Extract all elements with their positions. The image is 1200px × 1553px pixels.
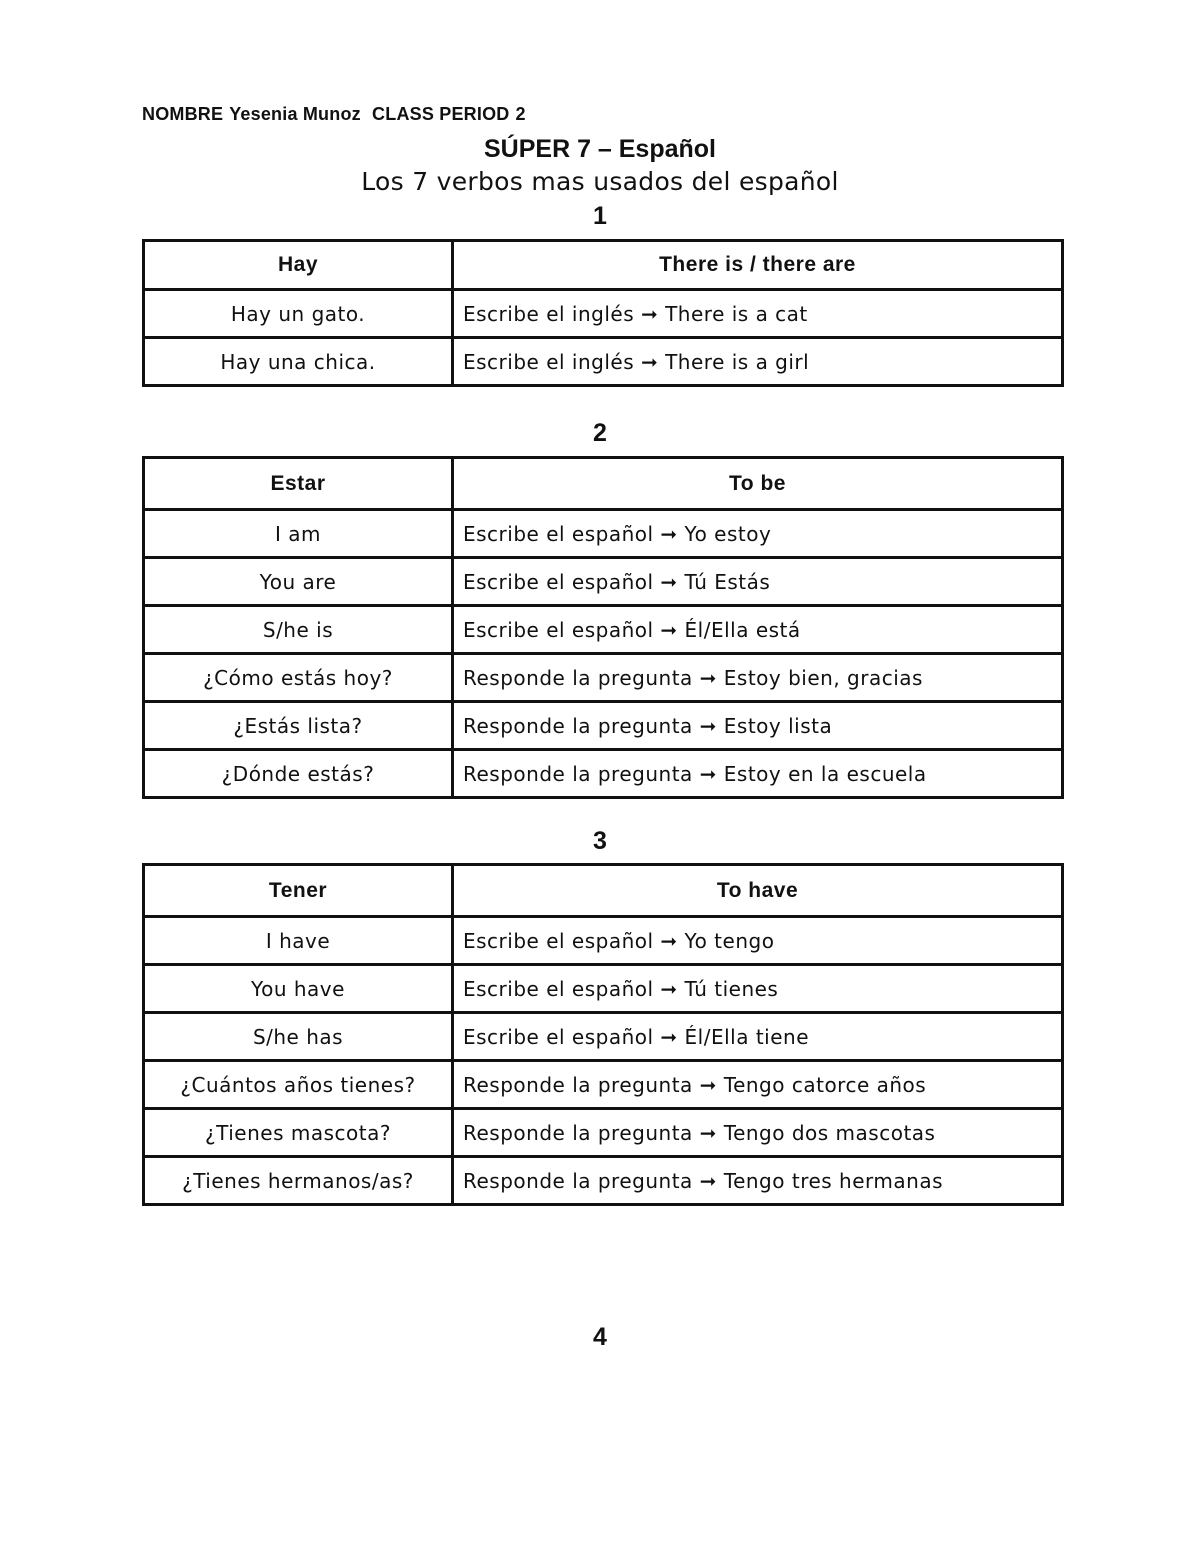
prompt-cell: I am (144, 510, 453, 558)
answer-cell: Responde la pregunta ➞ Estoy lista (453, 702, 1063, 750)
table-row (144, 702, 1063, 750)
prompt-cell: ¿Dónde estás? (144, 750, 453, 798)
table-row (144, 510, 1063, 558)
prompt-cell: ¿Tienes hermanos/as? (144, 1157, 453, 1205)
answer-cell: Escribe el español ➞ Él/Ella está (453, 606, 1063, 654)
prompt-cell: You are (144, 558, 453, 606)
student-name: Yesenia Munoz (229, 104, 361, 124)
prompt-cell: You have (144, 965, 453, 1013)
prompt-cell: ¿Cuántos años tienes? (144, 1061, 453, 1109)
prompt-cell: ¿Estás lista? (144, 702, 453, 750)
answer-cell: Responde la pregunta ➞ Estoy bien, gracias (453, 654, 1063, 702)
worksheet-title: SÚPER 7 – Español (483, 135, 717, 163)
answer-cell: Escribe el español ➞ Yo estoy (453, 510, 1063, 558)
table-header-row (144, 458, 1063, 510)
prompt-cell: ¿Cómo estás hoy? (144, 654, 453, 702)
answer-cell: Responde la pregunta ➞ Estoy en la escuela (453, 750, 1063, 798)
name-label: NOMBRE (142, 104, 224, 124)
class-period-label: CLASS PERIOD (372, 104, 510, 124)
table-row (144, 290, 1063, 338)
prompt-cell: ¿Tienes mascota? (144, 1109, 453, 1157)
translation-heading: To have (453, 865, 1063, 917)
answer-cell: Responde la pregunta ➞ Tengo tres hermanas (453, 1157, 1063, 1205)
table-row (144, 1157, 1063, 1205)
translation-heading: To be (453, 458, 1063, 510)
prompt-cell: Hay una chica. (144, 338, 453, 386)
table-row (144, 654, 1063, 702)
section-number-3: 3 (593, 827, 607, 855)
table-row (144, 1109, 1063, 1157)
verb-heading: Tener (144, 865, 453, 917)
table-row (144, 1013, 1063, 1061)
prompt-cell: S/he is (144, 606, 453, 654)
class-period-value: 2 (515, 104, 526, 124)
answer-cell: Escribe el español ➞ Tú tienes (453, 965, 1063, 1013)
table-row (144, 558, 1063, 606)
answer-cell: Escribe el español ➞ Él/Ella tiene (453, 1013, 1063, 1061)
table-row (144, 750, 1063, 798)
answer-cell: Escribe el inglés ➞ There is a girl (453, 338, 1063, 386)
answer-cell: Responde la pregunta ➞ Tengo dos mascotas (453, 1109, 1063, 1157)
section-number-1: 1 (593, 202, 607, 230)
prompt-cell: Hay un gato. (144, 290, 453, 338)
answer-cell: Escribe el inglés ➞ There is a cat (453, 290, 1063, 338)
table-row (144, 1061, 1063, 1109)
worksheet-subtitle: Los 7 verbos mas usados del español (361, 167, 839, 196)
prompt-cell: I have (144, 917, 453, 965)
section-number-2: 2 (593, 419, 607, 447)
table-row (144, 965, 1063, 1013)
verb-table-estar (142, 456, 1064, 799)
verb-heading: Hay (144, 241, 453, 290)
answer-cell: Responde la pregunta ➞ Tengo catorce años (453, 1061, 1063, 1109)
verb-table-tener (142, 863, 1064, 1206)
student-header (142, 104, 532, 125)
verb-heading: Estar (144, 458, 453, 510)
table-row (144, 606, 1063, 654)
translation-heading: There is / there are (453, 241, 1063, 290)
answer-cell: Escribe el español ➞ Yo tengo (453, 917, 1063, 965)
section-number-4: 4 (593, 1323, 607, 1351)
table-header-row (144, 241, 1063, 290)
table-header-row (144, 865, 1063, 917)
table-row (144, 917, 1063, 965)
answer-cell: Escribe el español ➞ Tú Estás (453, 558, 1063, 606)
table-row (144, 338, 1063, 386)
prompt-cell: S/he has (144, 1013, 453, 1061)
verb-table-hay (142, 239, 1064, 387)
